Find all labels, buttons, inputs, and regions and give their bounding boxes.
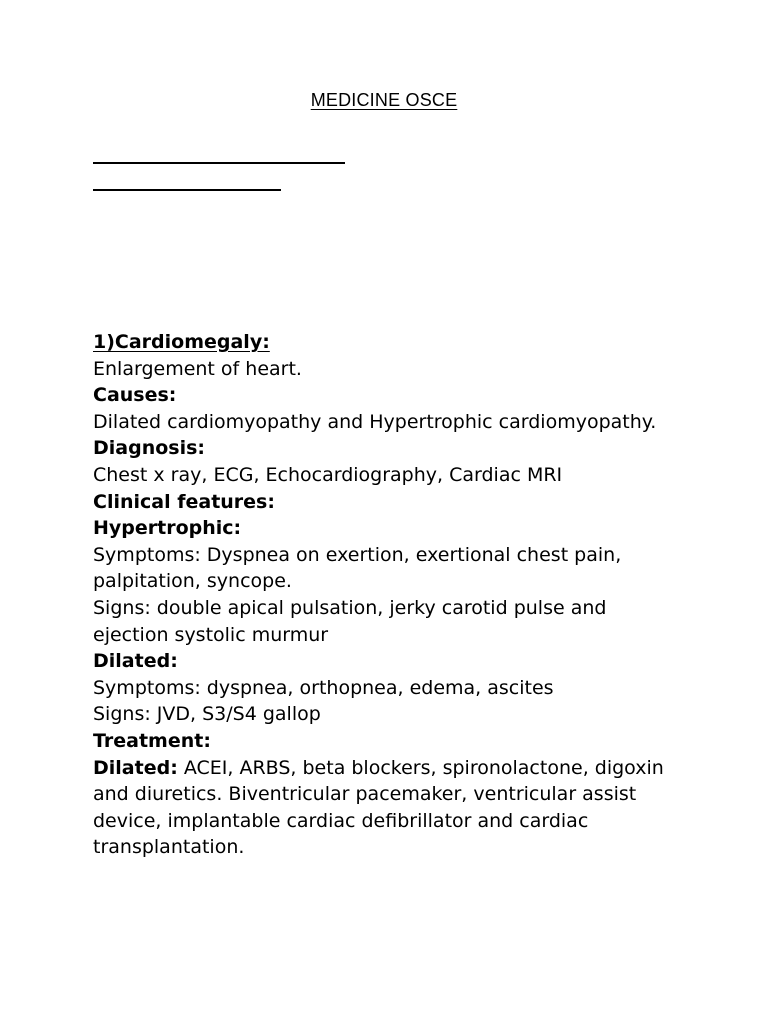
treatment-label: Dilated:	[93, 756, 178, 779]
diagnosis-text: Chest x ray, ECG, Echocardiography, Cardiac MRI	[93, 463, 563, 486]
treatment-line: device, implantable cardiac defibrillator and cardiac	[93, 809, 589, 832]
dilated-heading: Dilated:	[93, 650, 178, 673]
treatment-line: transplantation.	[93, 836, 245, 859]
hypertrophic-symptoms-line: palpitation, syncope.	[93, 570, 292, 593]
treatment-line	[93, 755, 693, 782]
section-title: 1)Cardiomegaly:	[93, 331, 270, 353]
treatment-line: and diuretics. Biventricular pacemaker, ventricular assist	[93, 783, 637, 806]
document-title: MEDICINE OSCE	[310, 90, 458, 110]
dilated-signs: Signs: JVD, S3/S4 gallop	[93, 703, 321, 726]
hypertrophic-signs-line: Signs: double apical pulsation, jerky carotid pulse and	[93, 596, 607, 619]
treatment-heading: Treatment:	[93, 729, 211, 752]
causes-heading: Causes:	[93, 384, 177, 407]
hypertrophic-symptoms-line: Symptoms: Dyspnea on exertion, exertional chest pain,	[93, 543, 622, 566]
hypertrophic-signs-line: ejection systolic murmur	[93, 623, 329, 646]
dilated-symptoms: Symptoms: dyspnea, orthopnea, edema, ascites	[93, 676, 554, 699]
treatment-text: ACEI, ARBS, beta blockers, spironolactone, digoxin	[177, 756, 664, 779]
hypertrophic-heading: Hypertrophic:	[93, 517, 242, 540]
causes-text: Dilated cardiomyopathy and Hypertrophic cardiomyopathy.	[93, 410, 657, 433]
document-body	[93, 329, 693, 861]
diagnosis-heading: Diagnosis:	[93, 437, 206, 460]
blank-line-2	[93, 189, 281, 191]
definition-text: Enlargement of heart.	[93, 357, 302, 380]
clinical-features-heading: Clinical features:	[93, 490, 275, 513]
blank-line-1	[93, 162, 345, 164]
